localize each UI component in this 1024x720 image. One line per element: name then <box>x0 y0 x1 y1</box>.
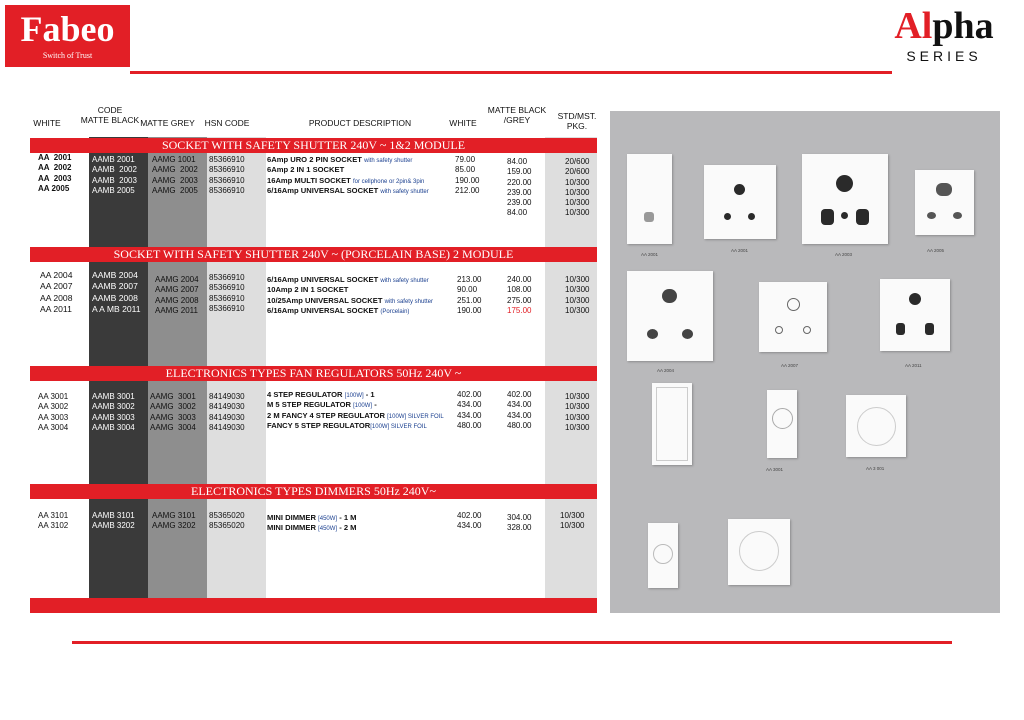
s4-hsn-codes: 85365020 85365020 <box>209 511 245 531</box>
section-band-3: ELECTRONICS TYPES FAN REGULATORS 50Hz 240V ~ <box>30 366 597 381</box>
socket-hole-icon <box>734 184 745 195</box>
fabeo-logo <box>5 5 130 67</box>
product-aa2005 <box>915 170 974 235</box>
s4-desc-2 <box>267 523 357 534</box>
header-matte-grey: MATTE GREY <box>140 118 195 128</box>
s3-desc-3-main: 2 M FANCY 4 STEP REGULATOR <box>267 410 386 420</box>
s2-desc-3-main: 10/25Amp UNIVERSAL SOCKET <box>267 295 383 305</box>
socket-hole-icon <box>748 213 755 220</box>
s2-std: 10/300 10/300 10/300 10/300 <box>565 275 590 315</box>
product-aa2001 <box>704 165 776 239</box>
caption-1: AA 2001 <box>641 252 659 257</box>
header-code-matte-black <box>80 105 140 125</box>
switch-rocker-icon <box>656 387 688 461</box>
s2-mb-prices: 240.00 108.00 275.00 <box>507 275 532 305</box>
section-band-1: SOCKET WITH SAFETY SHUTTER 240V ~ 1&2 MODULE <box>30 138 597 153</box>
s2-desc-1-main: 6/16Amp UNIVERSAL SOCKET <box>267 275 379 284</box>
s4-mb-prices: 304.00 328.00 <box>507 513 532 533</box>
socket-hole-icon <box>896 323 905 335</box>
s3-white-prices: 402.00 434.00 434.00 480.00 <box>457 390 482 430</box>
socket-hole-icon <box>836 175 853 192</box>
s1-mb-prices: 84.00 159.00 220.00 239.00 239.00 84.00 <box>507 157 532 218</box>
s4-desc-2-note: [450W] <box>318 526 338 533</box>
s1-hsn-codes: 85366910 85366910 85366910 85366910 <box>209 155 245 195</box>
s2-black-codes: AAMB 2004 AAMB 2007 AAMB 2008 A A MB 2011 <box>92 270 141 314</box>
s1-desc-2-main: 6Amp 2 IN 1 SOCKET <box>267 165 345 175</box>
product-aa3001 <box>767 390 797 458</box>
header-grey: /GREY <box>503 115 531 125</box>
socket-hole-icon <box>724 213 731 220</box>
s2-desc-1-note: with safety shutter <box>380 278 429 284</box>
s1-desc-1-main: 6Amp URO 2 PIN SOCKET <box>267 155 362 164</box>
s3-desc-1-tail: - 1 <box>363 390 375 399</box>
caption-9: AA 3 001 <box>866 466 885 471</box>
brand-name: Fabeo <box>20 9 115 49</box>
s4-desc-1-note: [450W] <box>318 516 338 522</box>
s2-white-codes: AA 2004 AA 2007 AA 2008 AA 2011 <box>40 270 73 314</box>
s3-desc-4-note: [100W] SILVER FOIL <box>370 423 427 430</box>
s2-white-prices: 213.00 90.00 251.00 190.00 <box>457 275 482 315</box>
caption-6: AA 2007 <box>781 363 799 368</box>
s3-std: 10/300 10/300 10/300 10/300 <box>565 392 590 432</box>
s1-grey-codes: AAMG 1001 AAMG 2002 AAMG 2003 AAMG 2005 <box>152 155 198 195</box>
s3-desc-1-main: 4 STEP REGULATOR <box>267 390 343 399</box>
socket-hole-icon <box>647 329 658 339</box>
socket-hole-icon <box>856 209 869 225</box>
product-aa3003 <box>846 395 906 457</box>
product-aa2003 <box>802 154 888 244</box>
socket-hole-icon <box>927 212 936 219</box>
s1-white-prices: 79.00 85.00 190.00 212.00 <box>455 155 480 195</box>
s4-std: 10/300 10/300 <box>560 511 585 531</box>
s2-desc-4-note: (Porcelain) <box>380 308 410 315</box>
header-std-1: STD/MST. <box>557 111 597 121</box>
socket-hole-icon <box>821 209 834 225</box>
s4-white-prices: 402.00 434.00 <box>457 511 482 531</box>
s3-desc-4 <box>267 421 427 432</box>
s1-desc-3-main: 16Amp MULTI SOCKET <box>267 175 351 185</box>
series-label: SERIES <box>906 48 982 64</box>
product-aa3102 <box>728 519 790 585</box>
s1-desc-2 <box>267 165 344 175</box>
s3-desc-1-note: [100W] <box>344 393 364 399</box>
s3-hsn-codes: 84149030 84149030 84149030 84149030 <box>209 392 245 432</box>
s4-desc-2-main: MINI DIMMER <box>267 523 316 533</box>
header-code: CODE <box>97 105 123 115</box>
header-std-2: PKG. <box>566 121 588 131</box>
s1-desc-1-note: with safety shutter <box>364 158 413 164</box>
s3-mb-prices: 402.00 434.00 434.00 480.00 <box>507 390 532 430</box>
s2-desc-4-main: 6/16Amp UNIVERSAL SOCKET <box>267 305 379 315</box>
dimmer-knob-icon <box>653 544 673 564</box>
header-std <box>552 111 602 131</box>
s4-desc-2-tail: - 2 M <box>337 523 357 533</box>
header-product: PRODUCT DESCRIPTION <box>308 118 412 128</box>
s2-desc-3-note: with safety shutter <box>384 298 433 305</box>
caption-8: AA 3001 <box>766 467 784 472</box>
s1-black-codes: AAMB 2001 AAMB 2002 AAMB 2003 AAMB 2005 <box>92 155 137 195</box>
socket-hole-icon <box>925 323 934 335</box>
s1-desc-4 <box>267 186 429 197</box>
socket-hole-icon <box>936 183 952 196</box>
regulator-knob-icon <box>772 408 793 429</box>
socket-hole-icon <box>909 293 921 305</box>
s2-hsn-codes: 85366910 85366910 85366910 85366910 <box>209 273 245 313</box>
s1-desc-4-main: 6/16Amp UNIVERSAL SOCKET <box>267 185 379 195</box>
socket-hole-icon <box>682 329 693 339</box>
header-mb-grey <box>486 105 548 125</box>
s3-black-codes: AAMB 3001 AAMB 3002 AAMB 3003 AAMB 3004 <box>92 392 135 432</box>
s4-black-codes: AAMB 3101 AAMB 3202 <box>92 511 135 531</box>
series-alpha-b: pha <box>932 5 994 47</box>
s1-std: 20/600 20/600 10/300 10/300 10/300 10/300 <box>565 157 590 218</box>
s2-mb-price-red: 175.00 <box>507 305 532 315</box>
s3-grey-codes: AAMG 3001 AAMG 3002 AAMG 3003 AAMG 3004 <box>150 392 196 432</box>
brand-tagline: Switch of Trust <box>42 51 93 60</box>
s4-grey-codes: AAMG 3101 AAMG 3202 <box>152 511 196 531</box>
header-white: WHITE <box>33 118 61 128</box>
s1-white-codes: AA 2001 AA 2002 AA 2003 AA 2005 <box>38 153 72 193</box>
product-image-panel <box>610 111 1000 613</box>
caption-5: AA 2004 <box>657 368 675 373</box>
series-alpha-a: Al <box>894 5 933 47</box>
s3-desc-2-main: M 5 STEP REGULATOR <box>267 400 351 410</box>
product-aa2001-narrow <box>627 154 672 244</box>
section-band-4: ELECTRONICS TYPES DIMMERS 50Hz 240V~ <box>30 484 597 499</box>
s4-white-codes: AA 3101 AA 3102 <box>38 511 69 531</box>
regulator-knob-icon <box>857 407 896 446</box>
socket-hole-icon <box>803 326 811 334</box>
socket-hole-icon <box>662 289 677 303</box>
product-aa2007 <box>759 282 827 352</box>
header-mb: MATTE BLACK <box>487 105 547 115</box>
s4-desc-1-tail: - 1 M <box>337 513 357 522</box>
header-white-price: WHITE <box>449 118 477 128</box>
s2-desc-2-main: 10Amp 2 IN 1 SOCKET <box>267 285 349 295</box>
s3-white-codes: AA 3001 AA 3002 AA 3003 AA 3004 <box>38 392 69 432</box>
series-logo <box>884 6 1004 64</box>
header-hsn: HSN CODE <box>204 118 250 128</box>
header-matte-black: MATTE BLACK <box>80 115 140 125</box>
s2-desc-2 <box>267 285 348 295</box>
caption-3: AA 2003 <box>835 252 853 257</box>
bottom-divider <box>72 641 952 644</box>
top-divider <box>130 71 892 74</box>
s2-desc-4 <box>267 306 409 317</box>
product-switch <box>652 383 692 465</box>
s4-desc-1-main: MINI DIMMER <box>267 513 316 522</box>
product-aa3101 <box>648 523 678 588</box>
socket-hole-icon <box>841 212 848 219</box>
s2-grey-codes: AAMG 2004 AAMG 2007 AAMG 2008 AAMG 2011 <box>155 275 199 315</box>
s3-desc-2-tail: - <box>372 400 377 410</box>
socket-hole-icon <box>775 326 783 334</box>
section-band-footer <box>30 598 597 613</box>
product-aa2011 <box>880 279 950 351</box>
socket-hole-icon <box>953 212 962 219</box>
caption-4: AA 2005 <box>927 248 945 253</box>
s3-desc-2-note: [100W] <box>353 403 373 410</box>
plug-pin-icon <box>644 212 654 222</box>
s3-desc-4-main: FANCY 5 STEP REGULATOR <box>267 420 371 430</box>
caption-7: AA 2011 <box>905 363 922 368</box>
product-aa2004 <box>627 271 713 361</box>
s1-desc-3-note: for cellphone or 2pin& 3pin <box>352 178 425 185</box>
socket-hole-icon <box>787 298 800 311</box>
s1-desc-4-note: with safety shutter <box>380 188 429 195</box>
section-band-2: SOCKET WITH SAFETY SHUTTER 240V ~ (PORCELAIN BASE) 2 MODULE <box>30 247 597 262</box>
s3-desc-3-note: [100W] SILVER FOIL <box>387 413 444 420</box>
caption-2: AA 2001 <box>731 248 749 253</box>
dimmer-knob-icon <box>739 531 779 571</box>
